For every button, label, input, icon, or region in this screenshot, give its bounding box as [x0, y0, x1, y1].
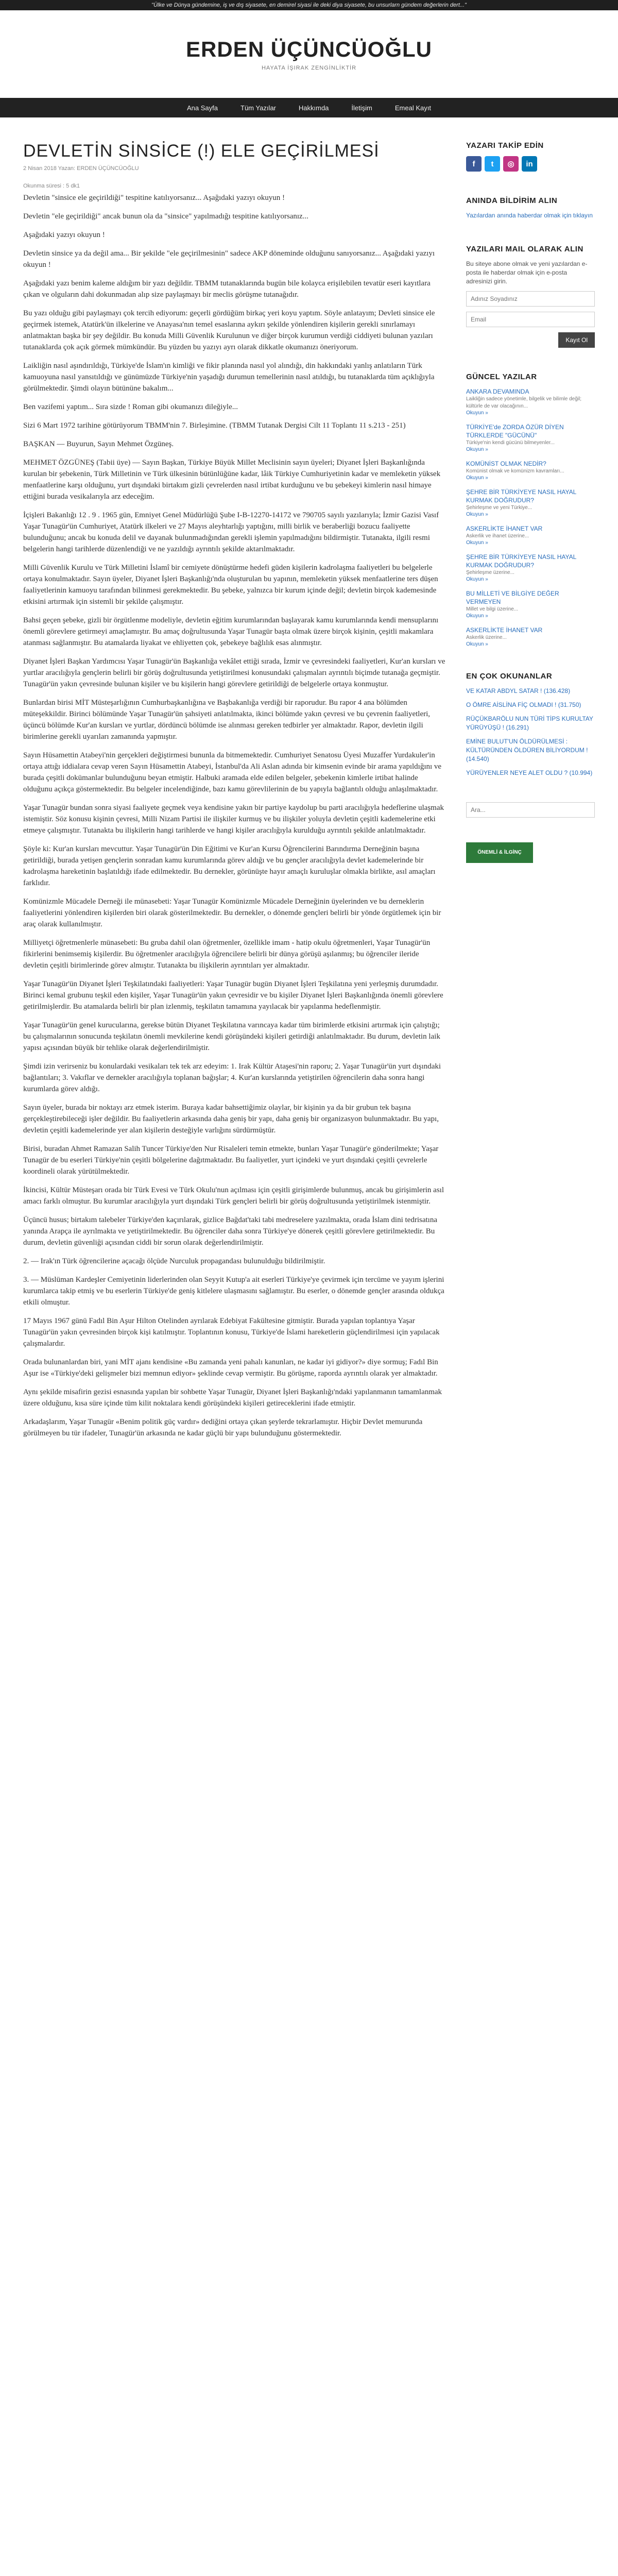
paragraph: İçişleri Bakanlığı 12 . 9 . 1965 gün, Emniyet Genel Müdürlüğü Şube I-B-12270-14172 ve 790705 sayılı yazılarıyla; İzmir Gazisi Vasıf Yaşar Tunagür'ün Cumhuriyet, Atatürk ilkeleri ve 27 Mayıs aleyhtarlığı yaptığını, milli birlik ve beraberliği bozucu faaliyette bulunduğunu; ancak bu konuda delil ve dayanak bulunmadığından gerekli işlemin yapılmadığını bildirmiştir. Tutanakta, ilgili resmi belgelerin hangi tarihlerde düzenlendiği ve ne yazıldığı ayrıntılı şekilde aktarılmaktadır.: [23, 511, 439, 553]
nav-item-about[interactable]: Hakkımda: [298, 104, 329, 112]
recent-post-excerpt: Şehirleşme ve yeni Türkiye...: [466, 505, 533, 511]
paragraph: Diyanet İşleri Başkan Yardımcısı Yaşar Tunagür'ün Başkanlığa vekâlet ettiği sırada, İzmir ve çevresindeki faaliyetleri, Kur'an kursları ve yurtlar aracılığıyla gençlerin belirli bir görüş doğrultusunda yetiştirilmesi konusundaki çalışmaları ayrıntılı biçimde tutanağa geçmiştir. Tunagür'ün yakın çevresinde bulunan kişiler ve bu kişilerin hangi görevlere getirildiği de belgelerle ortaya konmuştur.: [23, 657, 445, 688]
masthead: [0, 10, 618, 98]
recent-post-title[interactable]: ŞEHRE BİR TÜRKİYEYE NASIL HAYAL KURMAK DOĞRUDUR?: [466, 553, 576, 569]
recent-post-title[interactable]: ANKARA DEVAMINDA: [466, 388, 529, 395]
paragraph: İkincisi, Kültür Müsteşarı orada bir Türk Evesi ve Türk Okulu'nun açılması için çeşitli girişimlerde bulunmuş, ancak bu girişimlerin asıl amacı farklı olmuştur. Bu kurumlar aracılığıyla yurt dışındaki Türk gençleri belirli bir görüş doğrultusunda yetiştirilmek istenmiştir.: [23, 1186, 444, 1206]
popular-post-link[interactable]: YÜRÜYENLER NEYE ALET OLDU ? (10.994): [466, 769, 593, 776]
paragraph: Arkadaşlarım, Yaşar Tunagür «Benim politik güç vardır» dediğini ortaya çıkan şeylerde tekrarlamıştır. Hiçbir Devlet memurunda görülmeyen bu tür ifadeler, Tunagür'ün arkasında ne kadar güçlü bir yapı bulunduğunu göstermektedir.: [23, 1418, 423, 1437]
paragraph: Laikliğin nasıl aşındırıldığı, Türkiye'de İslam'ın kimliği ve fikir planında nasıl yol alındığı, din hakkındaki yanlış anlatıların Türk kamuoyuna nasıl yansıtıldığı ve günümüzde Türkiye'nin yaşadığı durumun temellerinin nasıl atıldığı, bu tutanaklarda tüm açıklığıyla görülmektedir. Şimdi olayın bütününe bakalım...: [23, 362, 435, 393]
facebook-icon[interactable]: f: [466, 156, 482, 172]
read-more-link[interactable]: Okuyun »: [466, 540, 488, 546]
top-banner-text: "Ülke ve Dünya gündemine, iş ve dış siyasete, en demirel siyasi ile deki diya siyasete, bu unsurlarn gündem değerlerin dert...": [151, 2, 467, 8]
subscribe-button[interactable]: Kayıt Ol: [558, 332, 595, 348]
popular-post-link[interactable]: VE KATAR ABDYL SATAR ! (136.428): [466, 687, 571, 694]
paragraph: Ben vazifemi yaptım... Sıra sizde ! Roman gibi okumanızı dileğiyle...: [23, 403, 238, 411]
subscribe-widget: [466, 245, 595, 348]
read-more-link[interactable]: Okuyun »: [466, 447, 488, 452]
read-more-link[interactable]: Okuyun »: [466, 641, 488, 647]
article: [23, 141, 445, 1446]
paragraph: Aşağıdaki yazıyı okuyun !: [23, 231, 105, 239]
subscribe-text: Bu siteye abone olmak ve yeni yazılardan e-posta ile haberdar olmak için e-posta adresinizi girin.: [466, 260, 588, 285]
recent-post-title[interactable]: ASKERLİKTE İHANET VAR: [466, 626, 543, 634]
site-badge[interactable]: ÖNEMLİ & İLGİNÇ: [466, 842, 533, 863]
read-more-link[interactable]: Okuyun »: [466, 475, 488, 481]
recent-post-excerpt: Askerlik üzerine...: [466, 635, 507, 640]
widget-title: YAZARI TAKİP EDİN: [466, 141, 544, 150]
recent-post-excerpt: Askerlik ve ihanet üzerine...: [466, 533, 529, 539]
paragraph: Yaşar Tunagür bundan sonra siyasi faaliyete geçmek veya kendisine yakın bir partiye kaydolup bu parti aracılığıyla hedeflerine ulaşmak istemiştir. Söz konusu kişinin çevresi, Milli Nizam Partisi ile ilişkiler kurmuş ve bu ilişkiler yoluyla devletin çeşitli kademelerine etki etmeye çalışmıştır. Tutanakta bu ilişkilerin hangi tarihlerde ve hangi kişiler aracılığıyla kurulduğu ayrıntılı şekilde anlatılmaktadır.: [23, 804, 444, 835]
recent-posts-widget: [466, 372, 595, 647]
sidebar: [466, 141, 595, 1446]
list-item[interactable]: [466, 387, 595, 416]
read-more-link[interactable]: Okuyun »: [466, 613, 488, 619]
paragraph: Orada bulunanlardan biri, yani MİT ajanı kendisine «Bu zamanda yeni pahalı kanunları, ne kadar iyi gidiyor?» diye sormuş; Fadıl Bin Aşur ise «Türkiye'deki gelişmeler bizi memnun ediyor» şeklinde cevap vermiştir. Bu görüşme, raporda ayrıntılı olarak yer almaktadır.: [23, 1358, 438, 1378]
paragraph: Yaşar Tunagür'ün Diyanet İşleri Teşkilatındaki faaliyetleri: Yaşar Tunagür bugün Diyanet İşleri Teşkilatına yeni yerleşmiş durumdadır. Birinci kemal grubunu teşkil eden kişiler, Yaşar Tunagür'ün yakın çevresidir ve bu kişiler Diyanet İşleri Başkanlığında önemli görevlere getirilmişlerdir. Bu atamalarda belirli bir plan izlenmiş, teşkilatın tamamına yayılacak bir yapılanma hedeflenmiştir.: [23, 980, 443, 1011]
recent-post-title[interactable]: ASKERLİKTE İHANET VAR: [466, 525, 543, 532]
site-tagline: HAYATA İŞIRAK ZENGİNLİKTİR: [261, 65, 357, 71]
list-item[interactable]: [466, 589, 595, 619]
paragraph: Milliyetçi öğretmenlerle münasebeti: Bu gruba dahil olan öğretmenler, özellikle imam - hatip okulu öğretmenleri, Yaşar Tunagür'ün fikirlerini benimsemiş kişilerdir. Bu öğretmenler aracılığıyla öğrencilere belirli bir dünya görüşü aşılanmış; bu öğrenciler ileride devletin çeşitli birimlerinde görev almıştır. Tutanakta bu ilişkilerin ayrıntıları yer almaktadır.: [23, 939, 431, 970]
follow-widget: [466, 141, 595, 172]
top-banner: [0, 0, 618, 10]
paragraph: 17 Mayıs 1967 günü Fadıl Bin Aşur Hilton Otelinden ayrılarak Edebiyat Fakültesine gitmiştir. Burada yapılan toplantıya Yaşar Tunagür'ün yakın çevresinden birçok kişi katılmıştır. Toplantının konusu, Türkiye'de İslami hareketlerin güçlendirilmesi için yapılacak çalışmalardır.: [23, 1317, 440, 1348]
paragraph: Bu yazı olduğu gibi paylaşmayı çok tercih ediyorum: geçerli gördüğüm birkaç yeri koyu yaptım. Söyle anlatayım; Devleti sinsice ele geçirmek istemek, Atatürk'ün ilkelerine ve Anayasa'nın temel esaslarına aykırı şekilde yönlendiren kişilerin gerekli sınırlamayı anlatmaktan başka bir şey değildir. Bu konuda Milli Güvenlik Kurulunun ve diğer birçok kurumun verdiği ciddiyeti bulunan yazıları tutanaklarda çok açık görmek mümkündür. Bu yüzden bu yazıyı ayrı olarak dikkatle okumanızı öneriyorum.: [23, 309, 435, 351]
recent-post-excerpt: Komünist olmak ve komünizm kavramları...: [466, 468, 564, 474]
paragraph: 2. — Irak'ın Türk öğrencilerine açacağı ölçüde Nurculuk propagandası bulunulduğu bildirilmiştir.: [23, 1257, 325, 1265]
paragraph: Aşağıdaki yazı benim kaleme aldığım bir yazı değildir. TBMM tutanaklarında bugün bile kolayca erişilebilen tevatür eseri kayıtlara çıkan ve olguların dahi dokunmadan alıp size paylaşmayı bir meclis görüşme tutanağıdır.: [23, 279, 431, 299]
paragraph: 3. — Müslüman Kardeşler Cemiyetinin liderlerinden olan Seyyit Kutup'a ait eserleri Türkiye'ye çevirmek için tercüme ve yayım işlerini kurumlarca takip etmiş ve bu eserlerin Türkiye'de geniş kitlelere ulaşmasını sağlamıştır. Bu eserler, o dönemde gençler arasında oldukça etkili olmuştur.: [23, 1276, 444, 1307]
recent-post-title[interactable]: TÜRKİYE'de ZORDA ÖZÜR DİYEN TÜRKLERDE "GÜCÜNÜ": [466, 423, 564, 439]
popular-posts-widget: [466, 672, 595, 777]
paragraph: Devletin "sinsice ele geçirildiği" tespitine katılıyorsanız... Aşağıdaki yazıyı okuyun !: [23, 194, 285, 202]
nav-item-email-signup[interactable]: Emeal Kayıt: [394, 104, 431, 112]
search-input[interactable]: [466, 802, 595, 818]
recent-post-excerpt: Laikliğin sadece yönetimle, bilgelik ve bilimle değil; kültürle de var olacağının...: [466, 396, 582, 409]
read-more-link[interactable]: Okuyun »: [466, 512, 488, 517]
recent-post-title[interactable]: KOMÜNİST OLMAK NEDİR?: [466, 460, 546, 467]
list-item[interactable]: [466, 553, 595, 582]
nav-item-contact[interactable]: İletişim: [351, 104, 372, 112]
paragraph: Devletin "ele geçirildiği" ancak bunun ola da "sinsice" yapılmadığı tespitine katılıyorsanız...: [23, 212, 308, 221]
site-title[interactable]: ERDEN ÜÇÜNCÜOĞLU: [186, 37, 432, 61]
paragraph: MEHMET ÖZGÜNEŞ (Tabii üye) — Sayın Başkan, Türkiye Büyük Millet Meclisinin sayın üyeleri; Diyanet İşleri Başkanlığında kurulan bir şebekenin, Türk Milletinin ve Türk ülkesinin bütünlüğüne kadar, lâik Türkiye Cumhuriyetinin kadar ve memleketin yüksek menfaatlerine karşı olduğunu, yurt dışındaki birtakım gizli çevrelerden nasıl irtibat kurduğunu ve bu şebekeyi kimlerin nasıl himaye ettiğini burada vesikalarıyla arz edeceğim.: [23, 459, 441, 501]
recent-post-excerpt: Millet ve bilgi üzerine...: [466, 606, 519, 612]
list-item[interactable]: [466, 488, 595, 517]
widget-title: YAZILARI MAIL OLARAK ALIN: [466, 245, 583, 253]
post-body: [23, 192, 445, 1439]
paragraph: Birisi, buradan Ahmet Ramazan Salih Tuncer Türkiye'den Nur Risaleleri temin etmekte, bunları Yaşar Tunagür'e gönderilmekte; Yaşar Tunagür de bu eserleri Türkiye'nin çeşitli bölgelerine dağıtmaktadır. Bu faaliyetler, yurt içindeki ve yurt dışındaki çeşitli çevrelerle koordineli olarak yürütülmektedir.: [23, 1145, 439, 1176]
recent-post-title[interactable]: ŞEHRE BİR TÜRKİYEYE NASIL HAYAL KURMAK DOĞRUDUR?: [466, 488, 576, 504]
email-field[interactable]: [466, 312, 595, 327]
linkedin-icon[interactable]: in: [522, 156, 537, 172]
list-item[interactable]: [466, 460, 595, 481]
paragraph: Komünizmle Mücadele Derneği ile münasebeti: Yaşar Tunagür Komünizmle Mücadele Derneğinin üyelerinden ve bu derneklerin faaliyetlerini yönlendiren kişilerden biri olarak gösterilmektedir. Bu dernekler, o dönemde gençleri belirli bir yönde örgütlemek için bir araç olarak kullanılmıştır.: [23, 897, 441, 928]
paragraph: Milli Güvenlik Kurulu ve Türk Milletini İslamî bir cemiyete dönüştürme hedefi güden kişilerin kadrolaşma faaliyetleri bu belgelerle ortaya konulmaktadır. Sayın üyeler, Diyanet İşleri Başkanlığı'nda oluşturulan bu yapının, memleketin yüksek menfaatlerine ters düşen faaliyetlerinin kamuoyu tarafından bilinmesi gerekmektedir. Bu şebeke, yalnızca bir kurum içinde değil; devletin birçok kademesinde etkisini artırmak için sistemli bir şekilde çalışmıştır.: [23, 564, 438, 606]
paragraph: Şimdi izin verirseniz bu konulardaki vesikaları tek tek arz edeyim: 1. Irak Kültür Ataşesi'nin raporu; 2. Yaşar Tunagür'ün yurt dışındaki bağlantıları; 3. Vakıflar ve dernekler aracılığıyla toplanan bağışlar; 4. Kur'an kurslarında yetiştirilen öğrencilerin daha sonra hangi kurumlarda görev aldığı.: [23, 1062, 441, 1093]
widget-title: EN ÇOK OKUNANLAR: [466, 672, 553, 681]
paragraph: Sizi 6 Mart 1972 tarihine götürüyorum TBMM'nin 7. Birleşimine. (TBMM Tutanak Dergisi Cilt 11 Toplantı 11 s.213 - 251): [23, 421, 406, 430]
list-item[interactable]: [466, 626, 595, 647]
paragraph: Aynı şekilde misafirin gezisi esnasında yapılan bir sohbette Yaşar Tunagür, Diyanet İşleri Başkanlığı'ndaki yapılanmanın tamamlanmak üzere olduğunu, kısa süre içinde tüm kilit noktalara kendi görüşündeki kişileri getireceklerini ifade etmiştir.: [23, 1388, 442, 1408]
list-item[interactable]: [466, 524, 595, 546]
twitter-icon[interactable]: t: [485, 156, 500, 172]
badge-widget: [466, 842, 595, 863]
read-time: Okunma süresi : 5 dk1: [23, 183, 80, 189]
paragraph: Sayın üyeler, burada bir noktayı arz etmek isterim. Buraya kadar bahsettiğimiz olaylar, bir kişinin ya da bir grubun tek başına gerçekleştirebileceği işler değildir. Bu faaliyetlerin arkasında daha geniş bir yapı, daha geniş bir organizasyon bulunmaktadır. Bu yapı, devletin çeşitli kademelerinde yer alan kişilerin desteğiyle varlığını sürdürmüştür.: [23, 1104, 439, 1134]
notify-widget: [466, 196, 595, 220]
nav-item-all-posts[interactable]: Tüm Yazılar: [241, 104, 276, 112]
paragraph: BAŞKAN — Buyurun, Sayın Mehmet Özgüneş.: [23, 440, 174, 448]
widget-title: GÜNCEL YAZILAR: [466, 372, 537, 381]
post-title: DEVLETİN SİNSİCE (!) ELE GEÇİRİLMESİ: [23, 141, 380, 161]
read-more-link[interactable]: Okuyun »: [466, 577, 488, 582]
popular-post-link[interactable]: O ÖMRE AİSLİNA FİÇ OLMADI ! (31.750): [466, 701, 581, 708]
nav-item-home[interactable]: Ana Sayfa: [187, 104, 218, 112]
paragraph: Devletin sinsice ya da değil ama... Bir şekilde "ele geçirilmesinin" sadece AKP döneminde olduğunu sanıyorsanız... Aşağıdaki yazıyı okuyun !: [23, 249, 435, 269]
search-widget: [466, 802, 595, 818]
widget-title: ANINDA BİLDİRİM ALIN: [466, 196, 558, 205]
paragraph: Üçüncü husus; birtakım talebeler Türkiye'den kaçırılarak, gizlice Bağdat'taki tabi medreselere yazılmakta, orada İslam dini tedrisatına yanında Arapça ile ayrılmakta ve yetiştirilmektedir. Bu öğrenciler daha sonra Türkiye'ye dönerek çeşitli görevlere getirilmektedir. Bu durum, devletin güvenliği açısından ciddi bir sorun olarak değerlendirilmiştir.: [23, 1216, 437, 1247]
popular-post-link[interactable]: EMİNE BULUT'UN ÖLDÜRÜLMESİ : KÜLTÜRÜNDEN ÖLDÜREN BİLİYORDUM ! (14.540): [466, 738, 588, 762]
main-nav: [0, 98, 618, 117]
notify-link[interactable]: Yazılardan anında haberdar olmak için tıklayın: [466, 212, 593, 219]
list-item[interactable]: [466, 423, 595, 452]
popular-post-link[interactable]: RÜÇÜKBARÖLU NUN TÜRİ TİPS KURULTAY YÜRÜYÜŞÜ ! (16.291): [466, 715, 593, 731]
paragraph: Bunlardan birisi MİT Müsteşarlığının Cumhurbaşkanlığına ve Başbakanlığa verdiği bir raporudur. Bu rapor 4 ana bölümden müteşekkildir. Birinci bölümünde Yaşar Tunagür'ün şahsiyeti anlatılmakta, ikinci bölümde yakın çevresi ve bu çevrenin faaliyetleri, üçüncü bölümde Kur'an kursları ve yurtlar, dördüncü bölümde ise alınması gereken tedbirler yer almaktadır. Rapor, devletin ilgili birimlerine gerekli uyarıları zamanında yapmıştır.: [23, 699, 431, 741]
paragraph: Bahsi geçen şebeke, gizli bir örgütlenme modeliyle, devletin eğitim kurumlarından başlayarak kamu kurumlarında kendi mensuplarını önemli görevlere getirmeyi amaçlamıştır. Bu amaç doğrultusunda Yaşar Tunagür başta olmak üzere birçok kişinin, çeşitli makamlara atanması sağlanmıştır. Bu atamalarda liyakat ve ehliyetten çok, şebekeye bağlılık esas alınmıştır.: [23, 616, 439, 647]
paragraph: Yaşar Tunagür'ün genel kurucularına, gerekse bütün Diyanet Teşkilatına varıncaya kadar tüm birimlerde etkisini artırmak için çalıştığı; bu çalışmalarının sonucunda teşkilatın önemli mevkilerine kendi görüşündeki kişileri getirdiği anlatılmaktadır. Bu durum, devletin laik yapısı açısından büyük bir tehlike olarak değerlendirilmiştir.: [23, 1021, 440, 1052]
paragraph: Sayın Hüsamettin Atabeyi'nin gerçekleri değiştirmesi bununla da bitmemektedir. Cumhuriyet Senatosu Üyesi Muzaffer Yurdakuler'in ortaya attığı iddialara cevap veren Sayın Hüsamettin Atabeyi, İstanbul'da Ali Aslan adında bir kimsenin evinde bir arama yapıldığını ve burada çeşitli dokümanlar bulunduğunu beyan etmiştir. Halbuki aramada elde edilen belgeler, şebekenin kimlerle irtibat halinde olduğunu açıkça göstermektedir. Bu belgeler incelendiğinde, bazı kamu görevlilerinin de bu yapıyla bağlantılı olduğu anlaşılmaktadır.: [23, 751, 442, 793]
post-meta: 2 Nisan 2018 Yazan: ERDEN ÜÇÜNCÜOĞLU: [23, 165, 139, 172]
recent-post-excerpt: Türkiye'nin kendi gücünü bilmeyenler...: [466, 440, 555, 446]
recent-post-title[interactable]: BU MİLLETİ VE BİLGİYE DEĞER VERMEYEN: [466, 590, 559, 605]
read-more-link[interactable]: Okuyun »: [466, 410, 488, 416]
name-field[interactable]: [466, 291, 595, 307]
paragraph: Şöyle ki: Kur'an kursları mevcuttur. Yaşar Tunagür'ün Din Eğitimi ve Kur'an Kursu Öğrencilerini Barındırma Derneğinin başına getirildiği, burada yetişen gençlerin sonradan kamu kurumlarında görev aldığı ve bu gençler aracılığıyla devlet kademelerinde bir kadrolaşma hareketinin başlatıldığı ifade edilmektedir. Bu dernekler, görünüşte hayır amaçlı kuruluşlar olmakla birlikte, asıl amaçları farklıdır.: [23, 845, 436, 887]
recent-post-excerpt: Şehirleşme üzerine...: [466, 570, 514, 575]
instagram-icon[interactable]: ◎: [503, 156, 519, 172]
